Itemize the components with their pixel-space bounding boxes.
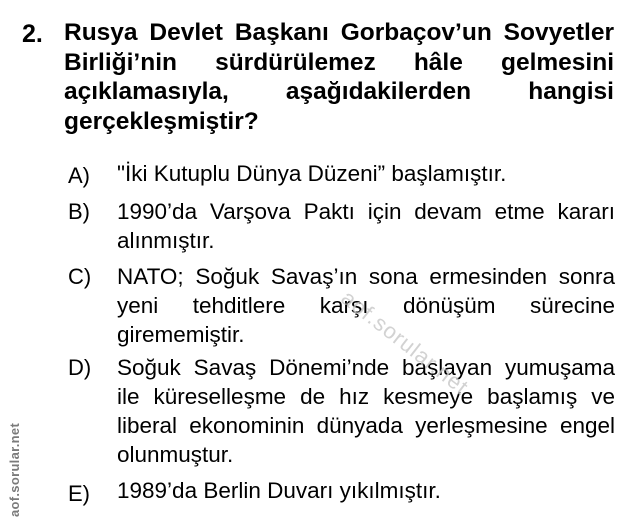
option-a-text: "İki Kutuplu Dünya Düzeni” başlamıştır. bbox=[117, 161, 507, 186]
option-e-letter: E) bbox=[68, 481, 90, 506]
option-b-letter: B) bbox=[68, 199, 90, 224]
side-watermark: aof.sorular.net bbox=[7, 422, 22, 517]
diagonal-watermark: aof.sorular.net bbox=[336, 285, 474, 400]
option-a-letter: A) bbox=[68, 163, 90, 188]
option-d-text: Soğuk Savaş Dönemi’nde başlayan yumuşama ile küreselleşme de hız kesmeye başlamış ve liberal ekonominin dünyada yerleşmesine engel olunmuştur. bbox=[117, 355, 615, 467]
option-e-text: 1989’da Berlin Duvarı yıkılmıştır. bbox=[117, 478, 441, 503]
option-b-text: 1990’da Varşova Paktı için devam etme kararı alınmıştır. bbox=[117, 199, 615, 253]
question-text: Rusya Devlet Başkanı Gorbaçov’un Sovyetler Birliği’nin sürdürülemez hâle gelmesini açıklamasıyla, aşağıdakilerden hangisi gerçekleşmiştir? bbox=[64, 19, 614, 135]
question-number: 2. bbox=[22, 20, 43, 48]
option-c-letter: C) bbox=[68, 264, 92, 289]
option-d-letter: D) bbox=[68, 355, 92, 380]
option-c-text: NATO; Soğuk Savaş’ın sona ermesinden sonra yeni tehditlere karşı dönüşüm sürecine girememiştir. bbox=[117, 264, 615, 347]
